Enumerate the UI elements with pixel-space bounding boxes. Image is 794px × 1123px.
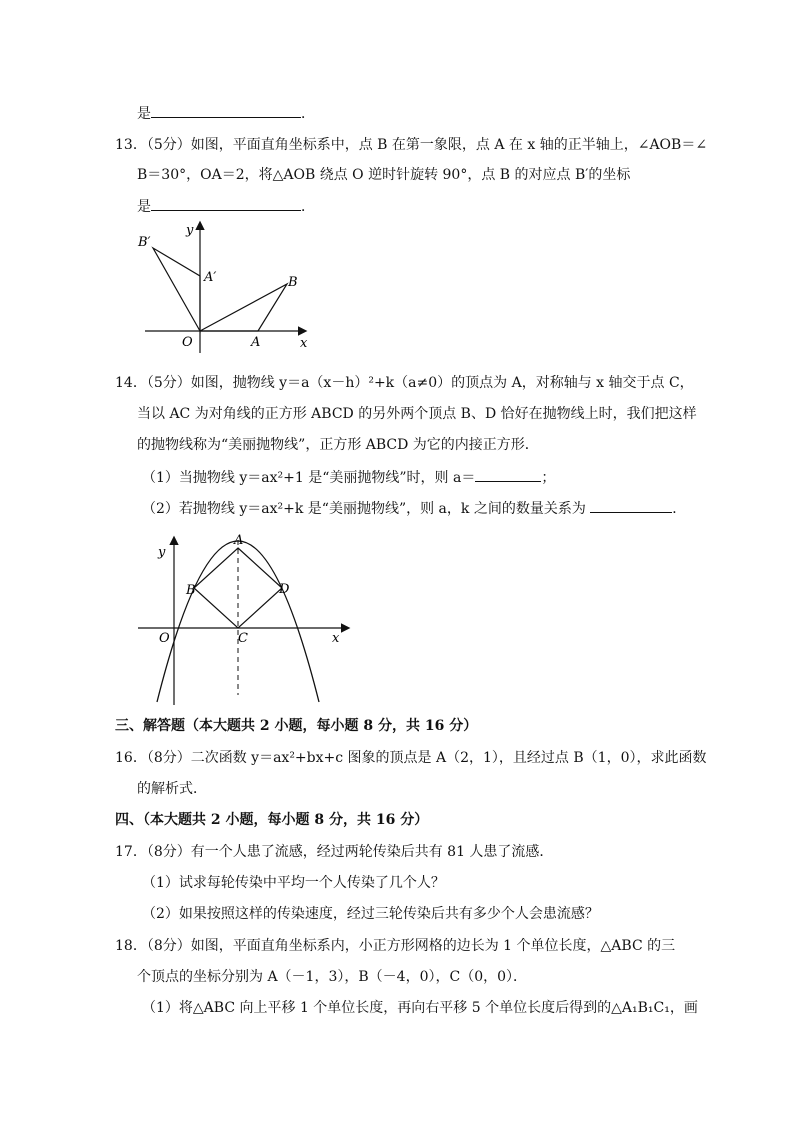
q13-prefix: 是 [137, 199, 151, 215]
q14-label-b: B [186, 583, 196, 598]
q13-triangle-rotated [153, 248, 200, 331]
section-4-heading: 四、（本大题共 2 小题，每小题 8 分，共 16 分） [115, 812, 429, 828]
q14-sub2-text: （2）若抛物线 y＝ax²+k 是“美丽抛物线”，则 a，k 之间的数量关系为 [142, 501, 586, 517]
q14-label-x: x [332, 631, 340, 646]
q14-label-y: y [158, 545, 166, 560]
q14-sub1-blank[interactable] [475, 467, 541, 482]
q13-figure [130, 218, 330, 353]
q14-sub1 [142, 467, 555, 488]
q16-line1: 16．（8分）二次函数 y＝ax²+bx+c 图象的顶点是 A（2，1），且经过点 B（1，0），求此函数 [115, 750, 707, 766]
q14-sub2-suffix: ． [672, 501, 687, 517]
q12-answer-blank[interactable] [151, 103, 301, 118]
q13-label-o: O [182, 335, 193, 350]
q14-sub1-text: （1）当抛物线 y＝ax²+1 是“美丽抛物线”时，则 a＝ [142, 470, 476, 486]
q18-line2: 个顶点的坐标分别为 A（－1，3），B（－4，0），C（0，0）． [137, 969, 528, 985]
q13-line2: B＝30°，OA＝2，将△AOB 绕点 O 逆时针旋转 90°，点 B 的对应点 B′的坐标 [137, 167, 631, 183]
q14-line2: 当以 AC 为对角线的正方形 ABCD 的另外两个顶点 B、D 恰好在抛物线上时，我们把这样 [137, 406, 697, 422]
q13-label-a: A [251, 335, 261, 350]
q13-label-b-prime: B′ [138, 235, 151, 250]
q13-answer-line [137, 196, 315, 217]
q14-sub2-blank[interactable] [590, 498, 672, 513]
q14-label-c: C [238, 631, 248, 646]
q13-label-b: B [288, 275, 298, 290]
q18-sub1: （1）将△ABC 向上平移 1 个单位长度，再向右平移 5 个单位长度后得到的△A₁B₁C₁，画 [142, 1000, 698, 1016]
q14-line1: 14．（5分）如图，抛物线 y＝a（x－h）²+k（a≠0）的顶点为 A，对称轴与 x 轴交于点 C， [115, 375, 694, 391]
q12-suffix: ． [301, 106, 315, 122]
q13-answer-blank[interactable] [151, 196, 301, 211]
q14-label-a: A [234, 533, 244, 548]
q13-line1: 13．（5分）如图，平面直角坐标系中，点 B 在第一象限，点 A 在 x 轴的正半轴上，∠AOB＝∠ [115, 137, 708, 153]
q12-answer-line [137, 103, 315, 124]
section-3-heading: 三、解答题（本大题共 2 小题，每小题 8 分，共 16 分） [115, 718, 478, 734]
q13-label-a-prime: A′ [204, 270, 217, 285]
q17-sub2: （2）如果按照这样的传染速度，经过三轮传染后共有多少个人会患流感？ [142, 906, 599, 922]
q18-line1: 18．（8分）如图，平面直角坐标系内，小正方形网格的边长为 1 个单位长度，△ABC 的三 [115, 938, 676, 954]
q13-label-y: y [186, 223, 194, 238]
q17-sub1: （1）试求每轮传染中平均一个人传染了几个人？ [142, 875, 445, 891]
q17-line1: 17．（8分）有一个人患了流感，经过两轮传染后共有 81 人患了流感． [115, 844, 554, 860]
q14-sub2 [142, 498, 686, 519]
q13-label-x: x [300, 336, 308, 351]
q12-prefix: 是 [137, 106, 151, 122]
q13-suffix: ． [301, 199, 315, 215]
q14-figure [130, 530, 355, 710]
q13-triangle-AOB [200, 284, 287, 331]
q14-line3: 的抛物线称为“美丽抛物线”，正方形 ABCD 为它的内接正方形． [137, 437, 539, 453]
q14-sub1-suffix: ； [541, 470, 556, 486]
q14-label-d: D [279, 582, 290, 597]
q16-line2: 的解析式． [137, 781, 207, 797]
q14-label-o: O [159, 631, 170, 646]
